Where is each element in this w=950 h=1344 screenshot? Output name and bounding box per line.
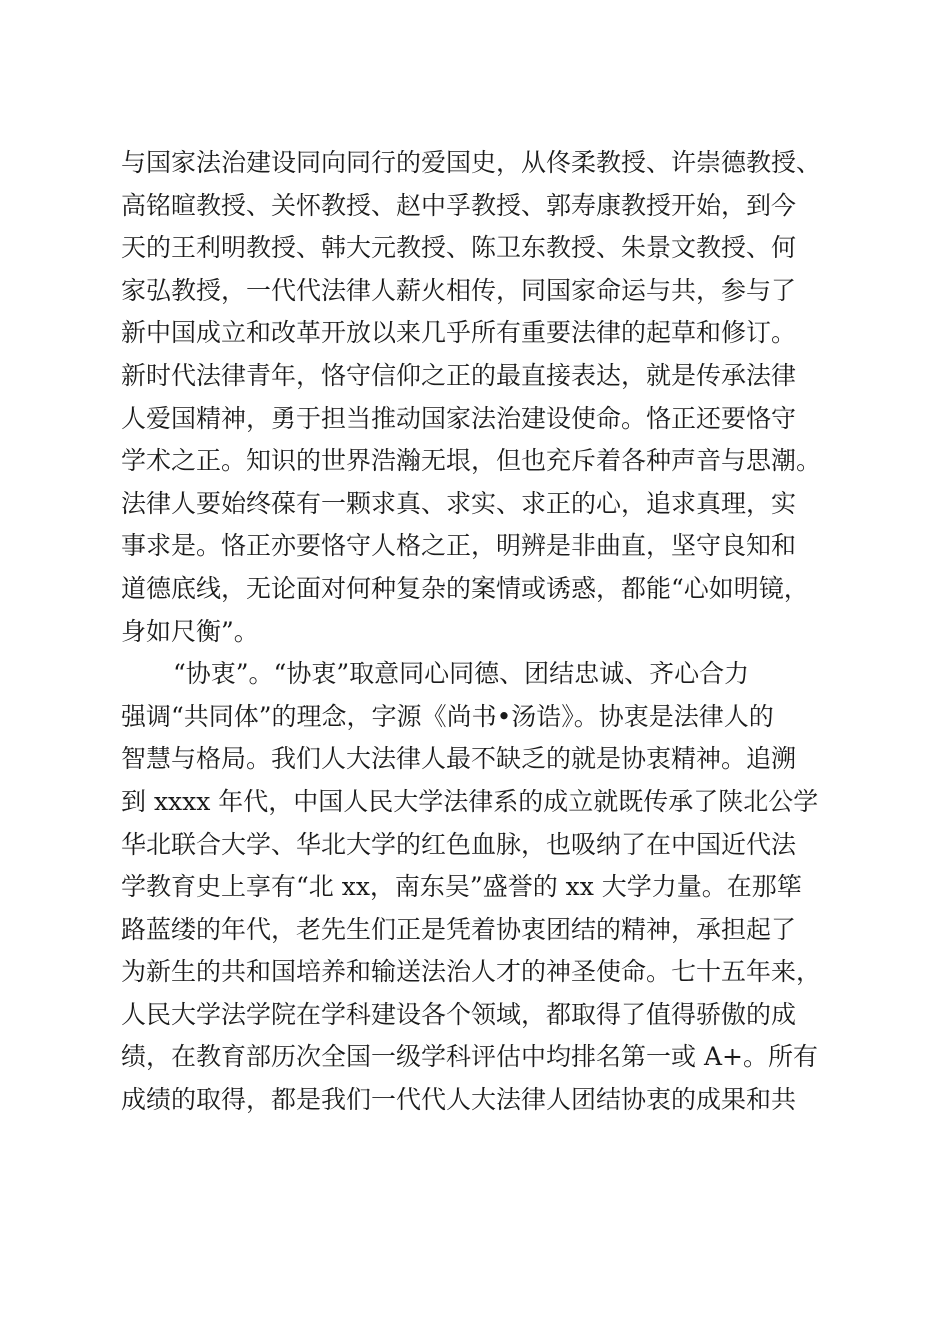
text-line: 身如尺衡”。 bbox=[121, 616, 259, 646]
text-line: “协衷”。“协衷”取意同心同德、团结忠诚、齐心合力 bbox=[173, 659, 750, 689]
text-line: 到 xxxx 年代，中国人民大学法律系的成立就既传承了陕北公学 bbox=[121, 786, 819, 816]
text-line: 为新生的共和国培养和输送法治人才的神圣使命。七十五年来， bbox=[121, 957, 822, 987]
text-line: 道德底线，无论面对何种复杂的案情或诱惑，都能“心如明镜， bbox=[121, 573, 809, 603]
text-line: 学术之正。知识的世界浩瀚无垠，但也充斥着各种声音与思潮。 bbox=[121, 446, 822, 476]
text-line: 智慧与格局。我们人大法律人最不缺乏的就是协衷精神。追溯 bbox=[121, 744, 797, 774]
text-line: 路蓝缕的年代，老先生们正是凭着协衷团结的精神，承担起了 bbox=[121, 914, 797, 944]
text-line: 强调“共同体”的理念，字源《尚书•汤诰》。协衷是法律人的 bbox=[121, 701, 774, 731]
text-line: 新时代法律青年，恪守信仰之正的最直接表达，就是传承法律 bbox=[121, 360, 797, 390]
text-line: 家弘教授，一代代法律人薪火相传，同国家命运与共，参与了 bbox=[121, 275, 797, 305]
text-line: 人民大学法学院在学科建设各个领域，都取得了值得骄傲的成 bbox=[121, 999, 797, 1029]
text-line: 学教育史上享有“北 xx，南东吴”盛誉的 xx 大学力量。在那筚 bbox=[121, 872, 802, 902]
text-line: 高铭暄教授、关怀教授、赵中孚教授、郭寿康教授开始，到今 bbox=[121, 190, 797, 220]
text-line: 华北联合大学、华北大学的红色血脉，也吸纳了在中国近代法 bbox=[121, 829, 797, 859]
text-line: 绩，在教育部历次全国一级学科评估中均排名第一或 A+。所有 bbox=[121, 1042, 818, 1072]
body-text bbox=[121, 142, 841, 1122]
text-line: 法律人要始终葆有一颗求真、求实、求正的心，追求真理，实 bbox=[121, 488, 797, 518]
text-line: 人爱国精神，勇于担当推动国家法治建设使命。恪正还要恪守 bbox=[121, 403, 797, 433]
text-line: 与国家法治建设同向同行的爱国史，从佟柔教授、许崇德教授、 bbox=[121, 148, 822, 177]
text-line: 事求是。恪正亦要恪守人格之正，明辨是非曲直，坚守良知和 bbox=[121, 531, 797, 561]
text-line: 新中国成立和改革开放以来几乎所有重要法律的起草和修订。 bbox=[121, 318, 797, 348]
text-line: 天的王利明教授、韩大元教授、陈卫东教授、朱景文教授、何 bbox=[121, 233, 797, 263]
text-line: 成绩的取得，都是我们一代代人大法律人团结协衷的成果和共 bbox=[121, 1085, 797, 1115]
